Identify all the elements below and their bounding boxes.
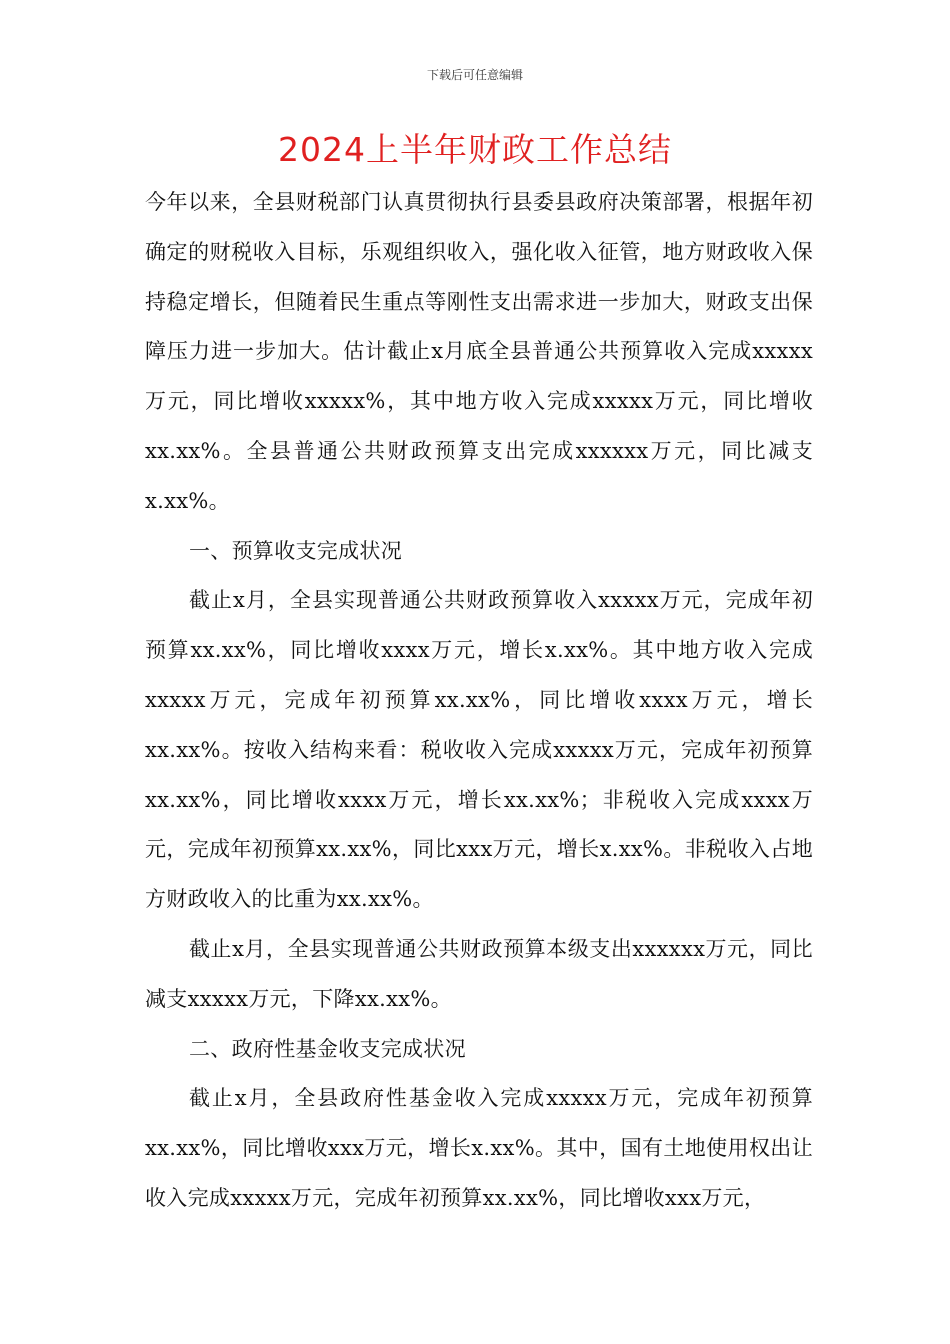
paragraph-fund-revenue: 截止x月，全县政府性基金收入完成xxxxx万元，完成年初预算xx.xx%，同比增收xxx万元，增长x.xx%。其中，国有土地使用权出让收入完成xxxxx万元，完成年初预算xx.xx%，同比增收xxx万元， xyxy=(145,1086,813,1210)
document-title: 2024上半年财政工作总结 xyxy=(278,130,672,169)
paragraph-intro: 今年以来，全县财税部门认真贯彻执行县委县政府决策部署，根据年初确定的财税收入目标，乐观组织收入，强化收入征管，地方财政收入保持稳定增长，但随着民生重点等刚性支出需求进一步加大，财政支出保障压力进一步加大。估计截止x月底全县普通公共预算收入完成xxxxx万元，同比增收xxxxx%，其中地方收入完成xxxxx万元，同比增收xx.xx%。全县普通公共财政预算支出完成xxxxxx万元，同比减支x.xx%。 xyxy=(145,190,813,513)
document-body xyxy=(145,178,813,1224)
header-note: 下载后可任意编辑 xyxy=(426,68,523,82)
section-heading-fund: 二、政府性基金收支完成状况 xyxy=(189,1036,466,1061)
section-heading-budget: 一、预算收支完成状况 xyxy=(189,538,402,563)
paragraph-budget-revenue: 截止x月，全县实现普通公共财政预算收入xxxxx万元，完成年初预算xx.xx%，同比增收xxxx万元，增长x.xx%。其中地方收入完成xxxxx万元，完成年初预算xx.xx%，同比增收xxxx万元，增长xx.xx%。按收入结构来看：税收收入完成xxxxx万元，完成年初预算xx.xx%，同比增收xxxx万元，增长xx.xx%；非税收入完成xxxx万元，完成年初预算xx.xx%，同比xxx万元，增长x.xx%。非税收入占地方财政收入的比重为xx.xx%。 xyxy=(145,588,813,912)
paragraph-budget-expenditure: 截止x月，全县实现普通公共财政预算本级支出xxxxxx万元，同比减支xxxxx万元，下降xx.xx%。 xyxy=(145,936,813,1011)
